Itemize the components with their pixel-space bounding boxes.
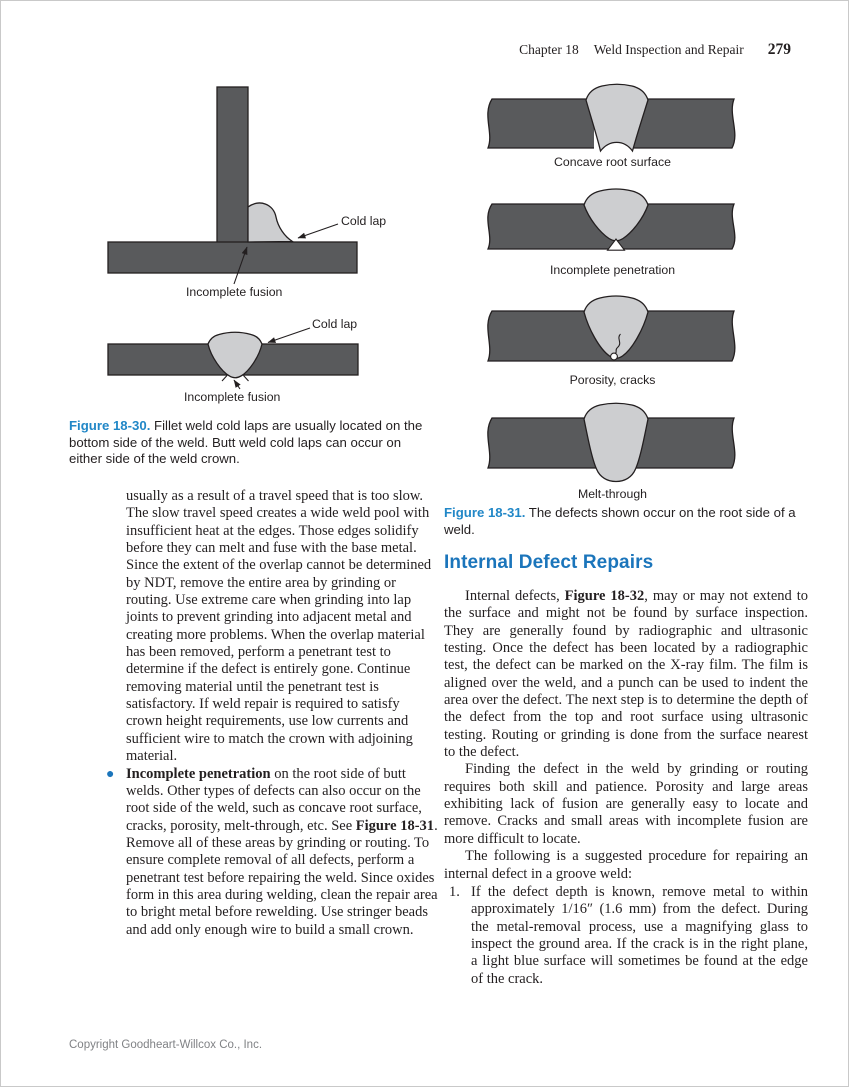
para1-text-0: Internal defects, [465,588,565,604]
diagram-label-melt-through: Melt-through [577,487,648,501]
fillet-weld-bead [248,203,293,242]
cold-lap-label-top: Cold lap [341,214,387,228]
melt-through-diagram [444,401,809,487]
vertical-plate [217,87,248,245]
diagram-label-porosity-cracks: Porosity, cracks [569,373,656,387]
cold-lap-label-bottom: Cold lap [312,317,358,331]
weld-cold-lap-diagram [69,86,433,408]
concave-root-diagram [444,81,809,156]
figure-18-31-caption-text: The defects shown occur on the root side of a weld. [444,505,796,537]
bullet-text-2: . Remove all of these areas by grinding or routing. To ensure complete removal of all defects, perform a penetrant test before repairing the weld. Since oxides form in this area during welding, clean the repair area to bright metal before rewelding. Use stringer beads and add only enough wire to build a small crown. [126,817,438,938]
procedure-list [444,884,808,988]
pore-circle [611,353,618,360]
bullet-text-1: on the root side of butt welds. Other types of defects can also occur on the root side of the weld, such as concave root surface, cracks, porosity, melt-through, etc. See [126,765,422,834]
figure-18-31-caption [444,505,812,538]
chapter-number: Chapter 18 [519,42,579,57]
diagram-label-incomplete-penetration: Incomplete penetration [549,263,676,277]
bullet-lead: Incomplete penetration [126,765,271,782]
root-gap-right [244,376,249,382]
paragraph-procedure-intro: The following is a suggested procedure for repairing an internal defect in a groove weld: [444,848,808,882]
horizontal-plate [108,242,357,273]
weld-melt-through [584,403,648,481]
incomplete-fusion-label-top: Incomplete fusion [186,285,283,299]
para1-figure-ref: Figure 18-32 [564,588,645,604]
root-gap-left [222,376,227,382]
figure-18-30 [69,86,433,408]
cold-lap-arrow [298,224,338,238]
para1-text-1: , may or may not extend to the surface and might not be found by surface inspection. They are generally found by radiographic and ultrasonic testing. Once the defect has been located by a radiographic test, the defect can be marked on the X-ray film. The film is aligned over the weld, and a punch can be used to indent the area over the defect. The next step is to determine the depth of the defect from the top and root surface using ultrasonic testing. Routing or grinding is done from the surface nearest to the defect. [444,588,808,761]
figure-18-31-caption-label: Figure 18-31. [444,505,526,520]
paragraph-finding-defect: Finding the defect in the weld by grinding or routing requires both skill and patience. Porosity and large areas exhibiting lack of fusion are generally easy to locate and remove. Cracks and small areas with incomplete fusion are more difficult to locate. [444,761,808,847]
right-column-body [444,588,808,988]
figure-18-31 [444,81,809,506]
incomplete-fusion-label-bottom: Incomplete fusion [184,390,281,404]
bullet-item-incomplete-penetration [104,766,438,939]
bullet-icon: ● [106,766,115,782]
list-item-1-text: If the defect depth is known, remove metal to within approximately 1/16″ (1.6 mm) from the defect. During the metal-removal process, use a magnifying glass to inspect the ground area. If the crack is in the right plane, a light blue surface will sometimes be found at the edge of the crack. [471,883,808,987]
section-heading: Internal Defect Repairs [444,552,654,573]
continuation-text: usually as a result of a travel speed that is too slow. The slow travel speed creates a wide weld pool with insufficient heat at the edges. Those edges solidify before they can melt and fuse with the base metal. Since the extent of the overlap cannot be determined by NDT, remove the entire area by grinding or routing. Use extreme care when grinding into lap joints to prevent grinding into adjacent metal and creating more problems. When the overlap material has been removed, perform a penetrant test to determine if the defect is entirely gone. Continue removing material until the penetrant test is satisfactory. If weld repair is required to satisfy crown height requirements, use low currents and sufficient wire to match the crown with adjoining material. [126,488,432,765]
left-column-body [104,488,438,939]
figure-18-30-caption-label: Figure 18-30. [69,418,151,433]
diagram-label-concave-root: Concave root surface [554,155,671,169]
bullet-figure-ref: Figure 18-31 [355,817,435,834]
copyright-footer: Copyright Goodheart-Willcox Co., Inc. [69,1039,263,1051]
list-item-1 [444,884,808,988]
paragraph-internal-defects [444,588,808,761]
page-number: 279 [767,41,791,58]
incomplete-fusion-arrow-2 [234,380,240,389]
list-item-1-number: 1. [449,883,460,900]
figure-18-30-caption [69,418,435,468]
cold-lap-arrow-2 [268,328,310,343]
figure-18-30-caption-text: Fillet weld cold laps are usually located on the bottom side of the weld. Butt weld cold laps can occur on either side of the weld crown. [69,418,423,467]
running-head [519,41,791,59]
porosity-cracks-diagram [444,293,809,373]
chapter-title: Weld Inspection and Repair [593,42,744,57]
bullet-continuation [104,488,438,766]
